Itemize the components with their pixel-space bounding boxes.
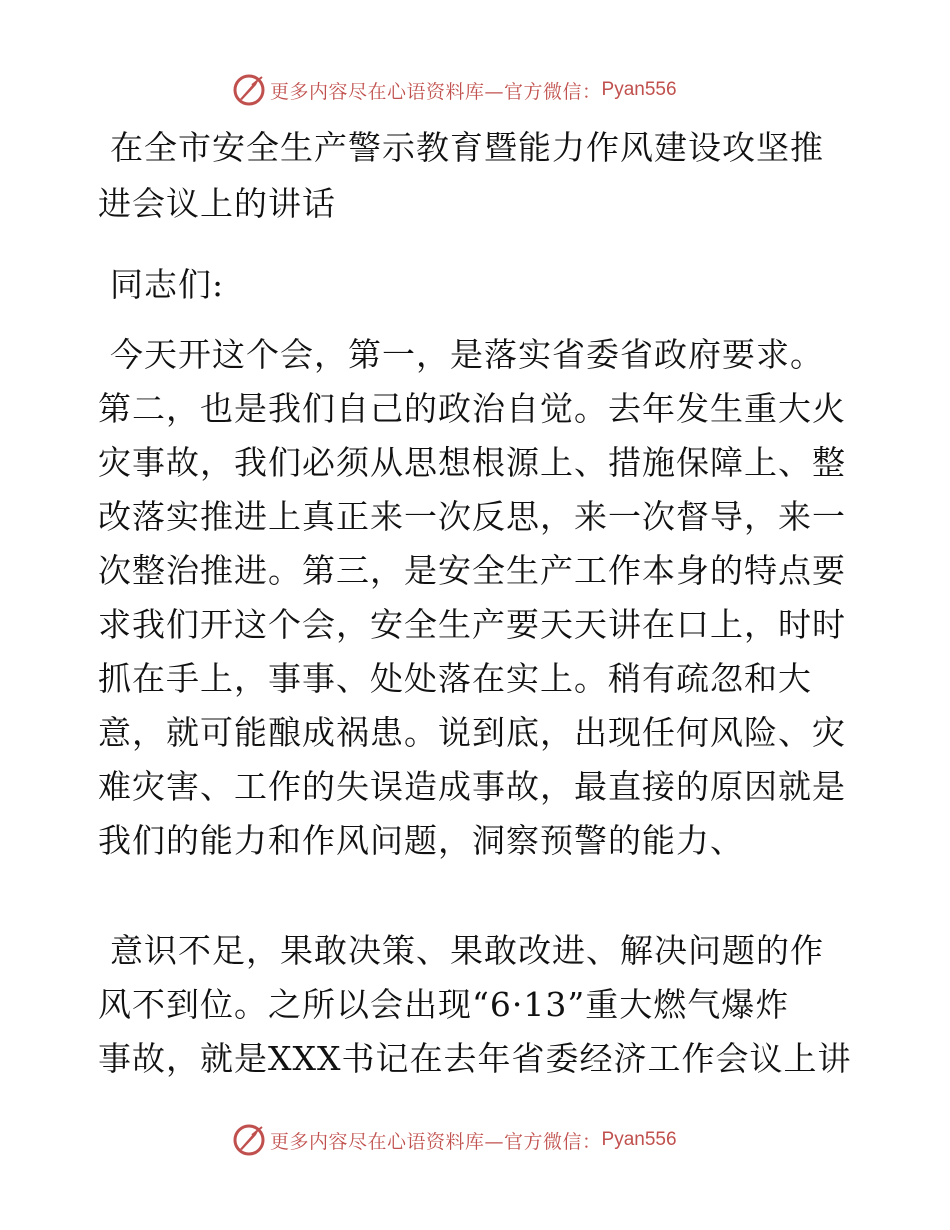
paragraph-line: 风不到位。之所以会出现“6·13”重大燃气爆炸 [98,985,790,1024]
paragraph-line: 第二，也是我们自己的政治自觉。去年发生重大火 [98,389,846,428]
quill-logo-icon [232,73,266,107]
paragraph-line: 抓在手上，事事、处处落在实上。稍有疏忽和大 [98,659,812,698]
watermark-account: Pyan556 [601,79,677,100]
document-title [98,120,858,232]
paragraph-line: 改落实推进上真正来一次反思，来一次督导，来一 [98,497,846,536]
title-line: 进会议上的讲话 [98,184,336,223]
quill-logo-icon [232,1123,266,1157]
paragraph-line: 意识不足，果敢决策、果敢改进、解决问题的作 [110,931,824,970]
paragraph-2 [98,924,858,1086]
salutation [98,258,858,312]
watermark-account: Pyan556 [601,1129,677,1150]
paragraph-line: 次整治推进。第三，是安全生产工作本身的特点要 [98,551,846,590]
header-watermark [232,72,677,108]
paragraph-line: 事故，就是XXX书记在去年省委经济工作会议上讲 [98,1039,852,1078]
watermark-text: 更多内容尽在心语资料库—官方微信： [270,80,602,103]
paragraph-line: 灾事故，我们必须从思想根源上、措施保障上、整 [98,443,846,482]
paragraph-1 [98,328,858,868]
paragraph-line: 今天开这个会，第一，是落实省委省政府要求。 [110,335,824,374]
paragraph-line: 难灾害、工作的失误造成事故，最直接的原因就是 [98,767,846,806]
paragraph-line: 意，就可能酿成祸患。说到底，出现任何风险、灾 [98,713,846,752]
paragraph-line: 求我们开这个会，安全生产要天天讲在口上，时时 [98,605,846,644]
title-line: 在全市安全生产警示教育暨能力作风建设攻坚推 [110,128,824,167]
watermark-text: 更多内容尽在心语资料库—官方微信： [270,1130,602,1153]
salutation-text: 同志们: [110,265,225,304]
paragraph-line: 我们的能力和作风问题，洞察预警的能力、 [98,821,744,860]
footer-watermark [232,1122,677,1158]
